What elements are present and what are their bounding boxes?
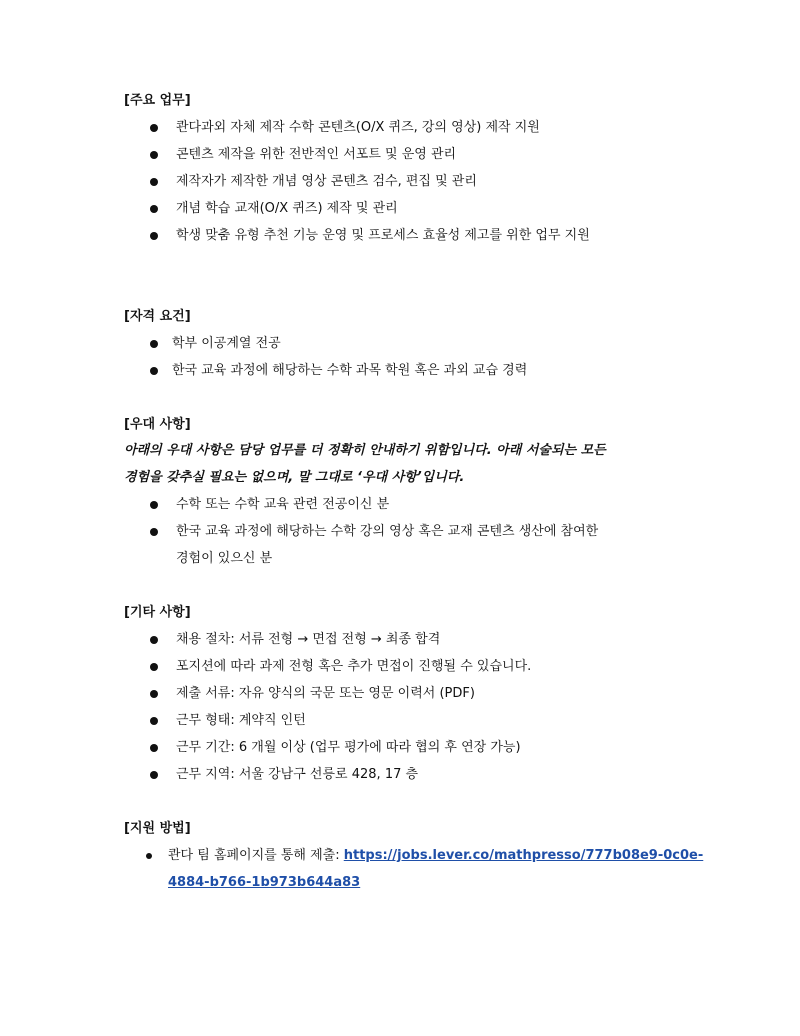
apply-link-continued[interactable]: 4884-b766-1b973b644a83 bbox=[168, 875, 361, 890]
bullet-icon bbox=[146, 853, 152, 859]
list-item-text: 채용 절차: 서류 전형 → 면접 전형 → 최종 합격 bbox=[176, 632, 441, 647]
list-item-text: 수학 또는 수학 교육 관련 전공이신 분 bbox=[176, 497, 390, 512]
apply-heading: [지원 방법] bbox=[124, 821, 191, 836]
bullet-icon bbox=[150, 663, 158, 671]
bullet-icon bbox=[150, 636, 158, 644]
apply-link[interactable]: https://jobs.lever.co/mathpresso/777b08e9-0c0e- bbox=[343, 848, 704, 863]
bullet-icon bbox=[150, 124, 158, 132]
preferred-note-line1: 아래의 우대 사항은 담당 업무를 더 정확히 안내하기 위함입니다. 아래 서술되는 모든 bbox=[124, 443, 606, 458]
apply-prefix: 콴다 팀 홈페이지를 통해 제출: bbox=[168, 848, 344, 863]
list-item-text: 학생 맞춤 유형 추천 기능 운영 및 프로세스 효율성 제고를 위한 업무 지원 bbox=[176, 228, 590, 243]
bullet-icon bbox=[150, 340, 158, 348]
preferred-heading: [우대 사항] bbox=[124, 417, 191, 432]
list-item-text: 한국 교육 과정에 해당하는 수학 강의 영상 혹은 교재 콘텐츠 생산에 참여한 bbox=[176, 524, 599, 539]
bullet-icon bbox=[150, 232, 158, 240]
bullet-icon bbox=[150, 690, 158, 698]
list-item-text: 포지션에 따라 과제 전형 혹은 추가 면접이 진행될 수 있습니다. bbox=[176, 659, 532, 674]
bullet-icon bbox=[150, 151, 158, 159]
bullet-icon bbox=[150, 744, 158, 752]
bullet-icon bbox=[150, 367, 158, 375]
bullet-icon bbox=[150, 528, 158, 536]
list-item-text: 학부 이공계열 전공 bbox=[172, 336, 281, 351]
bullet-icon bbox=[150, 771, 158, 779]
list-item-text: 콴다과외 자체 제작 수학 콘텐츠(O/X 퀴즈, 강의 영상) 제작 지원 bbox=[176, 120, 540, 135]
list-item-text: 근무 지역: 서울 강남구 선릉로 428, 17 층 bbox=[176, 767, 419, 782]
list-item-continuation: 경험이 있으신 분 bbox=[176, 551, 273, 566]
preferred-note-line2: 경험을 갖추실 필요는 없으며, 말 그대로 ‘우대 사항’입니다. bbox=[124, 470, 465, 485]
list-item-text: 근무 형태: 계약직 인턴 bbox=[176, 713, 306, 728]
bullet-icon bbox=[150, 501, 158, 509]
qualifications-heading: [자격 요건] bbox=[124, 309, 191, 324]
list-item-text bbox=[168, 847, 703, 865]
bullet-icon bbox=[150, 178, 158, 186]
list-item-text: 한국 교육 과정에 해당하는 수학 과목 학원 혹은 과외 교습 경력 bbox=[172, 363, 528, 378]
list-item-text: 개념 학습 교재(O/X 퀴즈) 제작 및 관리 bbox=[176, 201, 398, 216]
other-heading: [기타 사항] bbox=[124, 605, 191, 620]
list-item-text: 제작자가 제작한 개념 영상 콘텐츠 검수, 편집 및 관리 bbox=[176, 174, 477, 189]
list-item-text: 제출 서류: 자유 양식의 국문 또는 영문 이력서 (PDF) bbox=[176, 686, 475, 701]
list-item-text: 콘텐츠 제작을 위한 전반적인 서포트 및 운영 관리 bbox=[176, 147, 457, 162]
bullet-icon bbox=[150, 205, 158, 213]
main-duties-heading: [주요 업무] bbox=[124, 93, 191, 108]
bullet-icon bbox=[150, 717, 158, 725]
list-item-text: 근무 기간: 6 개월 이상 (업무 평가에 따라 협의 후 연장 가능) bbox=[176, 740, 521, 755]
